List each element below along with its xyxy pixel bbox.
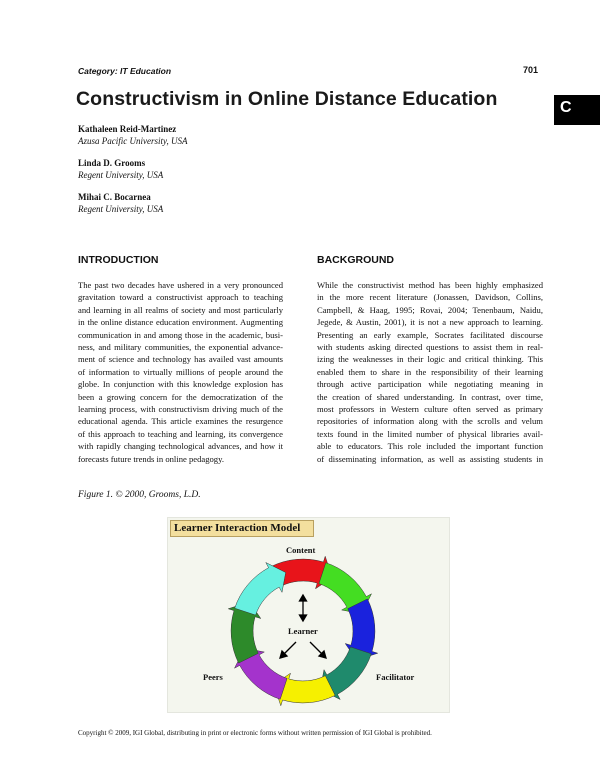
text-line: enabled them to share in the responsibility of their learning	[317, 366, 543, 377]
text-line: through active participation while negotiating meaning in	[317, 379, 543, 390]
text-line: of disseminating information, as well as assisting students in	[317, 453, 543, 464]
text-line: The past two decades have ushered in a very pronounced	[78, 280, 283, 290]
introduction-paragraph	[78, 279, 283, 465]
introduction-heading: INTRODUCTION	[78, 254, 159, 266]
text-line: izing the weaknesses in their logic and critical thinking. This	[317, 354, 543, 365]
author-affiliation: Azusa Pacific University, USA	[78, 135, 188, 146]
text-line: Jegede, & Austin, 2001), it is not a new approach to learning.	[317, 317, 543, 328]
author-affiliation: Regent University, USA	[78, 169, 164, 180]
label-peers: Peers	[203, 672, 223, 682]
text-line: Campbell, & Haag, 1995; Rovai, 2004; Tenenbaum, Naidu,	[317, 304, 543, 315]
text-line: gravitation toward a constructivist approach to teaching	[78, 292, 283, 303]
text-line: most professors in Western culture often served as primary	[317, 404, 543, 415]
author-block	[78, 192, 163, 215]
label-facilitator: Facilitator	[376, 672, 415, 682]
label-content: Content	[286, 545, 316, 555]
author-name: Linda D. Grooms	[78, 158, 146, 168]
text-line: globe. In conjunction with this knowledge explosion has	[78, 379, 283, 390]
text-line: ment of science and technology has availed vast amounts	[78, 354, 283, 365]
text-line: While the constructivist method has been highly emphasized	[317, 280, 543, 290]
text-line: in the more recent literature (Jonassen, Davidson, Collins,	[317, 292, 543, 303]
text-line: of information to virtually millions of people around the	[78, 366, 283, 377]
arrowhead-down	[300, 615, 307, 621]
text-line: communication in and among those in the academic, busi-	[78, 329, 283, 340]
text-line: and learning in all realms of society and most particularly	[78, 304, 283, 315]
paper-title: Constructivism in Online Distance Education	[76, 88, 498, 110]
text-line: forecasts future trends in online pedagogy.	[78, 453, 224, 464]
text-line: in the online distance education environment. Augmenting	[78, 317, 283, 328]
category-label: Category: IT Education	[78, 66, 172, 76]
text-line: ness, and military communities, the exponential advance-	[78, 342, 283, 353]
text-line: educational agenda. This article examines the resurgence	[78, 416, 283, 427]
text-line: learning process, with constructivism driving much of the	[78, 404, 283, 415]
section-tab: C	[554, 95, 600, 125]
author-block	[78, 158, 163, 181]
text-line: been a growing concern for the democratization of the	[78, 391, 283, 402]
figure-caption: Figure 1. © 2000, Grooms, L.D.	[78, 490, 201, 500]
arrowhead-up	[300, 595, 307, 601]
ring-segment-cyan	[235, 563, 286, 616]
page-number: 701	[523, 65, 539, 75]
author-block	[78, 124, 187, 147]
text-line: texts found in the limited number of physical libraries avail-	[317, 428, 543, 439]
text-line: the creation of shared understanding. In contrast, over time,	[317, 391, 543, 402]
text-line: repositories of information along with the scrolls and velum	[317, 416, 543, 427]
label-learner: Learner	[288, 626, 318, 636]
text-line: of this approach to teaching and learning, its convergence	[78, 428, 283, 439]
text-line: with students asking directed questions to assist them in real-	[317, 342, 543, 353]
author-name: Mihai C. Bocarnea	[78, 192, 151, 202]
text-line: with rapidly changing technological advances, and how it	[78, 441, 283, 452]
copyright-notice: Copyright © 2009, IGI Global, distributing in print or electronic forms without written permission of IGI Global is prohibited.	[78, 729, 432, 737]
text-line: Presenting an early example, Socrates facilitated discourse	[317, 329, 543, 340]
text-line: able to educators. This role included the important function	[317, 441, 543, 452]
background-heading: BACKGROUND	[317, 254, 394, 266]
author-name: Kathaleen Reid-Martinez	[78, 124, 177, 134]
background-paragraph	[317, 279, 543, 465]
author-affiliation: Regent University, USA	[78, 203, 164, 214]
figure-title: Learner Interaction Model	[170, 520, 314, 537]
